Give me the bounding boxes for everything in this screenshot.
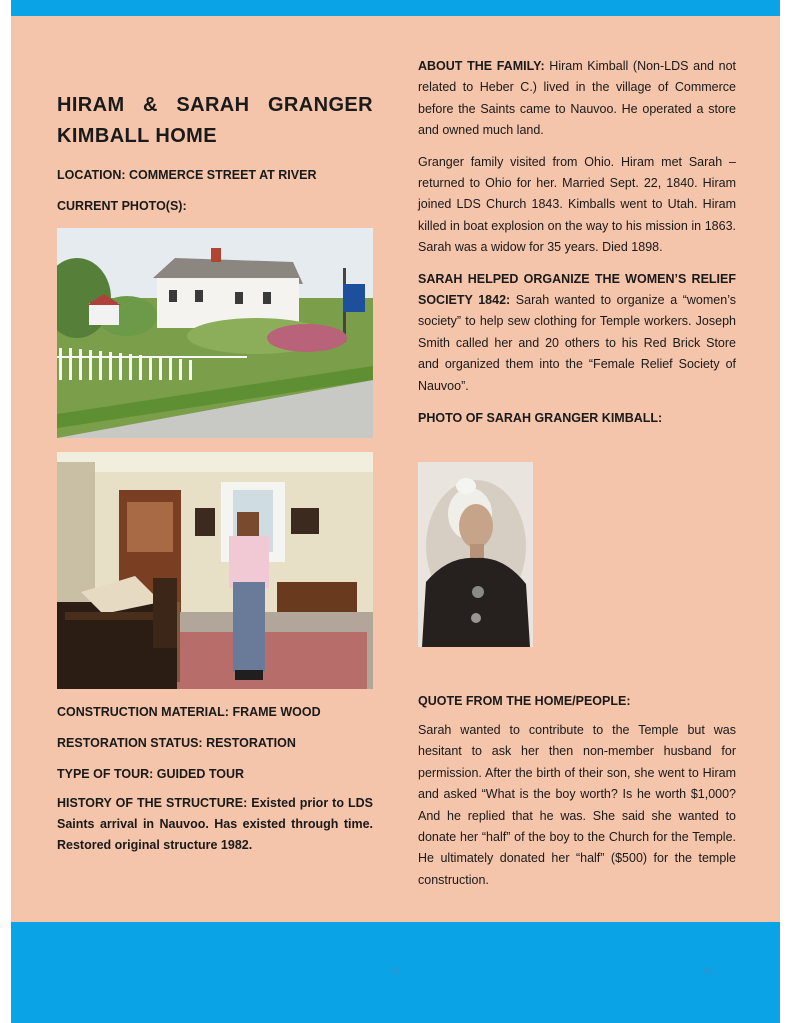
left-details [57,703,373,856]
page-title: HIRAM & SARAH GRANGER KIMBALL HOME [57,94,373,147]
right-column [418,56,736,427]
house-interior-photo [57,452,373,689]
top-band [11,0,780,16]
about-family-heading: ABOUT THE FAMILY: [418,59,545,73]
page-number-left: 3 [392,966,398,977]
left-column [57,90,373,215]
sarah-portrait-photo [418,462,533,647]
quote-section [418,692,736,891]
relief-society-heading: SARAH HELPED ORGANIZE THE WOMEN’S RELIEF SOCIETY 1842: [418,271,736,308]
relief-society-text: Sarah wanted to organize a “women’s society” to help sew clothing for Temple workers. Joseph Smith called her and 20 others to his Red Brick Store and organized them into the “Female Relief Society of Nauvoo”. [418,293,737,393]
house-exterior-photo [57,228,373,438]
quote-text: Sarah wanted to contribute to the Temple but was hesitant to ask her then non-member husband for permission. After the birth of their son, she went to Hiram and asked “What is the boy worth? Is he worth $1,000? And he replied that he was. She said she wanted to donate her “half” of the boy to the Church for the Temple. He ultimately donated her “half” ($500) for the temple construction. [418,723,736,887]
quote-label: QUOTE FROM THE HOME/PEOPLE: [418,694,631,708]
about-family-paragraph [418,56,736,142]
current-photos-label: CURRENT PHOTO(S): [57,199,187,213]
photo-of-sarah-label: PHOTO OF SARAH GRANGER KIMBALL: [418,411,663,426]
history-heading: HISTORY OF THE STRUCTURE: [57,796,248,810]
about-family-text: Hiram Kimball (Non-LDS and not related to Heber C.) lived in the village of Commerce before the Saints came to Nauvoo. He operated a store and owned much land. [418,59,736,138]
granger-paragraph: Granger family visited from Ohio. Hiram met Sarah – returned to Ohio for her. Married Sept. 22, 1840. Hiram joined LDS Church 1843. Kimballs went to Utah. Hiram killed in boat explosion on the way to his mission in 1863. Sarah was a widow for 35 years. Died 1898. [418,154,736,255]
construction-material: CONSTRUCTION MATERIAL: FRAME WOOD [57,705,321,719]
page-number-right: 41 [703,966,715,977]
location-label: LOCATION: COMMERCE STREET AT RIVER [57,168,317,182]
type-of-tour: TYPE OF TOUR: GUIDED TOUR [57,767,245,781]
restoration-status: RESTORATION STATUS: RESTORATION [57,736,296,750]
relief-society-paragraph [418,269,736,397]
history-paragraph [57,793,373,856]
history-text: Existed prior to LDS Saints arrival in Nauvoo. Has existed through time. Restored original structure 1982. [57,796,373,852]
